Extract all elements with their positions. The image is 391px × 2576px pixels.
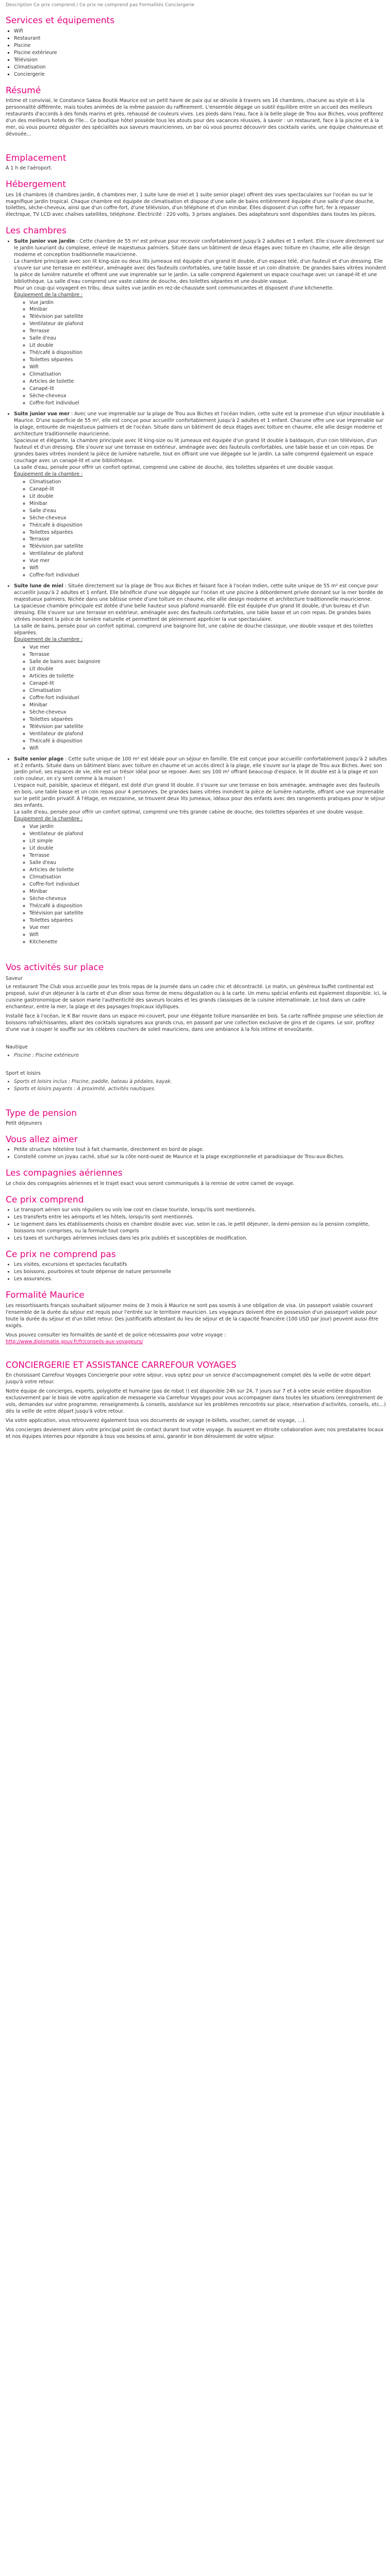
list-item: ▪ Télévision xyxy=(14,57,387,64)
list-item: • Les transferts entre les aéroports et les hôtels, lorsqu'ils sont mentionnés. xyxy=(14,1214,387,1221)
room-desc: Spacieuse et élégante, la chambre principale avec lit king-size ou lit jumeaux est équipée d'un grand lit double à baldaquin, d'un coin télévision, d'un fauteuil et d'un dressing. Elle s'ouvre sur une terrasse en extérieur, aménagée avec des fauteuils confortables, une table basse et un coin repas. De grandes baies vitrées inondent la pièce de lumière naturelle, tout en offrant une vue dégagée sur le jardin. La salle comprend également un espace couchage avec un canapé-lit et une bibliothèque. xyxy=(14,437,377,464)
list-item: ◦ Télévision par satellite xyxy=(29,544,387,550)
list-item: ◦ Vue mer xyxy=(29,558,387,565)
rooms-list xyxy=(6,239,387,946)
saveur-title: Saveur xyxy=(6,976,23,982)
list-item: • Le logement dans les établissements choisis en chambre double avec vue, selon le cas, le petit déjeuner, la demi-pension ou la pension complète, boissons non comprises, ou la formule tout compris xyxy=(14,1222,387,1235)
emplacement-title: Emplacement xyxy=(6,152,67,163)
pension-text: Petit déjeuners xyxy=(6,1121,42,1127)
list-item: ◦ Sèche-cheveux xyxy=(29,896,387,903)
list-item: ◦ Terrasse xyxy=(29,536,387,543)
list-item: ◦ Articles de toilette xyxy=(29,867,387,874)
room-desc: La salle de bains, pensée pour un confort optimal, comprend une baignoire îlot, une cabine de douche classique, une double vasque et des toilettes séparées. xyxy=(14,623,373,636)
list-item: ◦ Wifi xyxy=(29,364,387,371)
list-item: ◦ Vue jardin xyxy=(29,824,387,831)
list-item: ◦ Minibar xyxy=(29,702,387,709)
list-item: ◦ Thé/café à disposition xyxy=(29,738,387,745)
saveur-text-2: Installé face à l'océan, le K Bar rouvre dans un espace mi-couvert, pour une élégante toiture mansardée en bois. Sa carte raffinée propose une sélection de boissons rafraîchissantes, allant des cocktails signatures aux grands crus, en passant par une collection exclusive de gins et de cigares. Le soir, profitez d'une vue à couper le souffle sur les célèbres couchers de soleil mauriciens, dans une ambiance à la fois intime et envoûtante. xyxy=(6,1013,384,1032)
room-equip-list xyxy=(14,300,387,408)
list-item: ◦ Thé/café à disposition xyxy=(29,903,387,910)
list-item: ◦ Articles de toilette xyxy=(29,379,387,385)
list-item: ◦ Vue mer xyxy=(29,645,387,651)
room-desc: La salle d'eau, pensée pour offrir un confort optimal, comprend une très grande cabine de douche, des toilettes séparées et une double vasque. xyxy=(14,809,364,816)
services-list xyxy=(6,28,387,78)
list-item: • Les assurances. xyxy=(14,1276,387,1283)
list-item: ▪ Restaurant xyxy=(14,36,387,42)
list-item: ◦ Lit double xyxy=(29,494,387,500)
list-item: ▪ Piscine xyxy=(14,43,387,49)
list-item: ◦ Ventilateur de plafond xyxy=(29,551,387,557)
list-item: ◦ Lit double xyxy=(29,666,387,673)
list-item: ◦ Canapé-lit xyxy=(29,386,387,393)
list-item: ◦ Coffre-fort individuel xyxy=(29,695,387,702)
conciergerie-p1: En choisissant Carrefour Voyages Conciergerie pour votre séjour, vous optez pour un service d'accompagnement complet dès la veille de votre départ jusqu'à votre retour. xyxy=(6,1372,371,1385)
nautique-title: Nautique xyxy=(6,1044,28,1050)
room-desc: Cette chambre de 55 m² est prévue pour recevoir confortablement jusqu'à 2 adultes et 1 enfant. Elle s'ouvre directement sur le jardin luxuriant du complexe, enlevé de majestueux palmiers. Située dans un bâtiment de deux étages avec toiture en chaume, elle allie design moderne et conception traditionnelle mauricienne. xyxy=(14,238,384,258)
list-item: ▪ Conciergerie xyxy=(14,72,387,78)
list-item: ▪ Piscine extérieure xyxy=(14,50,387,57)
list-item: ◦ Vue mer xyxy=(29,925,387,931)
list-item: • Constellé comme un joyau caché, situé sur la côte nord-ouest de Maurice et la plage exceptionnelle et paradisiaque de Trou-aux-Biches. xyxy=(14,1154,387,1161)
formalite-text: Les ressortissants français souhaitant séjourner moins de 3 mois à Maurice ne sont pas soumis à une obligation de visa. Un passeport valable couvrant l'ensemble de la durée du séjour est requis pour l'entrée sur le territoire mauricien. Les voyageurs doivent être en possession d'un passeport valide pour toute la durée du séjour et d'un billet retour. Des justificatifs attestant du lieu de séjour et de la capacité financière (100 USD par jour) peuvent aussi être exigés. xyxy=(6,1302,379,1329)
prix-pas-list xyxy=(6,1262,387,1283)
room-item: • Suite lune de miel : Située directement sur la plage de Trou aux Biches et faisant face à l'océan Indien, cette suite unique de 55 m² est conçue pour accueillir jusqu'à 2 adultes et 1 enfant. Elle bénéficie d'une vue dégagée sur l'océan et une piscine à débordement privée donnant sur la mer bordée de majestueux palmiers. Nichée dans une bâtisse ornée d'une toiture en chaume, elle allie design moderne et architecture traditionnelle mauricienne. La spacieuse chambre principale est dotée d'une belle hauteur sous plafond mansardé. Elle est équipée d'un grand lit double, d'un bureau et d'un dressing. Elle s'ouvre sur une terrasse en extérieur, aménagée avec des fauteuils confortables, une table basse et un coin repas. De grandes baies vitrées inondent la pièce de lumière naturelle et permettent de pleinement apprécier la vue spectaculaire. La salle de bains, pensée pour un confort optimal, comprend une baignoire îlot, une cabine de douche classique, une double vasque et des toilettes séparées. Équipement de la chambre : ◦ Vue mer ◦ Terrasse ◦ Salle de bains avec baignoire ◦ Lit double ◦ Articles de toilette ◦ Canapé-lit ◦ Climatisation ◦ Coffre-fort individuel ◦ Minibar ◦ Sèche-cheveux ◦ Toilettes séparées ◦ Télévision par satellite ◦ Ventilateur de plafond ◦ Thé/café à disposition ◦ Wifi xyxy=(14,583,387,752)
list-item: ◦ Thé/café à disposition xyxy=(29,350,387,357)
list-item: ◦ Climatisation xyxy=(29,371,387,378)
room-desc: La spacieuse chambre principale est dotée d'une belle hauteur sous plafond mansardé. Elle est équipée d'un grand lit double, d'un bureau et d'un dressing. Elle s'ouvre sur une terrasse en extérieur, aménagée avec des fauteuils confortables, une table basse et un coin repas. De grandes baies vitrées inondent la pièce de lumière naturelle et permettent de pleinement apprécier la vue spectaculaire. xyxy=(14,603,371,623)
room-desc: Pour un coup qui voyagent en tribu, deux suites vue jardin en rez-de-chaussée sont communicantes et disposent d'une kitchenette. xyxy=(14,285,334,291)
formalite-text-2: Vous pouvez consulter les formalités de santé et de police nécessaires pour votre voyage : xyxy=(6,1332,226,1338)
room-equip-list xyxy=(14,479,387,580)
compagnies-text: Le choix des compagnies aériennes et le trajet exact vous seront communiqués à la remise de votre carnet de voyage. xyxy=(6,1180,295,1187)
list-item: ▪ Climatisation xyxy=(14,64,387,71)
room-equip-label: Équipement de la chambre : xyxy=(14,816,83,822)
list-item: • Sports et loisirs inclus : Piscine, paddle, bateau à pédales, kayak. xyxy=(14,1079,387,1086)
list-item: ◦ Lit simple xyxy=(29,838,387,845)
list-item: ◦ Articles de toilette xyxy=(29,673,387,680)
breadcrumb: Description Ce prix comprend / Ce prix ne comprend pas Formalités Conciergerie xyxy=(6,3,194,8)
list-item: ▪ Wifi xyxy=(14,28,387,35)
list-item: ◦ Wifi xyxy=(29,932,387,939)
list-item: ◦ Ventilateur de plafond xyxy=(29,831,387,838)
activites-title: Vos activités sur place xyxy=(6,962,104,973)
room-equip-list xyxy=(14,824,387,945)
list-item: ◦ Coffre-fort individuel xyxy=(29,400,387,407)
sport-list xyxy=(6,1079,387,1093)
list-item: ◦ Télévision par satellite xyxy=(29,910,387,917)
list-item: • Les boissons, pourboires et toute dépense de nature personnelle xyxy=(14,1269,387,1276)
prix-pas-title: Ce prix ne comprend pas xyxy=(6,1249,116,1260)
list-item: ◦ Coffre-fort individuel xyxy=(29,882,387,888)
list-item: • Piscine : Piscine extérieure xyxy=(14,1053,387,1059)
list-item: • Petite structure hôtelière tout à fait charmante, directement en bord de plage. xyxy=(14,1147,387,1154)
list-item: ◦ Terrasse xyxy=(29,652,387,658)
prix-comprend-list xyxy=(6,1207,387,1242)
list-item: ◦ Télévision par satellite xyxy=(29,724,387,731)
room-name: Suite junior vue mer xyxy=(14,411,70,417)
list-item: ◦ Ventilateur de plafond xyxy=(29,731,387,738)
aimerez-title: Vous allez aimer xyxy=(6,1134,78,1145)
room-desc: Cette suite unique de 100 m² est idéale pour un séjour en famille. Elle est conçue pour accueillir confortablement jusqu'à 2 adultes et 2 enfants. Située dans un bâtiment blanc avec toiture en chaume et un accès direct à la plage, elle s'ouvre sur la plage de Trou aux Biches. Avec son jardin privé, ses espaces de vie, elle est un trésor idéal pour se reposer. Avec ses 100 m² offrant beaucoup d'espace, le lit double est à la plage et son coin couleur, on s'y sent comme à la maison ! xyxy=(14,756,387,782)
hebergement-title: Hébergement xyxy=(6,179,66,190)
pension-title: Type de pension xyxy=(6,1108,77,1118)
list-item: ◦ Sèche-cheveux xyxy=(29,709,387,716)
list-item: ◦ Minibar xyxy=(29,501,387,507)
list-item: • Les taxes et surcharges aériennes incluses dans les prix publiés et susceptibles de modification. xyxy=(14,1235,387,1242)
list-item: ◦ Canapé-lit xyxy=(29,486,387,493)
list-item: ◦ Toilettes séparées xyxy=(29,717,387,723)
list-item: ◦ Télévision par satellite xyxy=(29,314,387,320)
list-item: ◦ Kitchenette xyxy=(29,939,387,946)
list-item: ◦ Ventilateur de plafond xyxy=(29,321,387,328)
list-item: ◦ Coffre-fort individuel xyxy=(29,572,387,579)
list-item: ◦ Canapé-lit xyxy=(29,681,387,687)
list-item: ◦ Salle de bains avec baignoire xyxy=(29,659,387,666)
list-item: ◦ Minibar xyxy=(29,889,387,895)
list-item: ◦ Toilettes séparées xyxy=(29,918,387,924)
room-item: • Suite senior plage : Cette suite unique de 100 m² est idéale pour un séjour en famille. Elle est conçue pour accueillir confortablement jusqu'à 2 adultes et 2 enfants. Située dans un bâtiment blanc avec toiture en chaume et un accès direct à la plage, elle s'ouvre sur la plage de Trou aux Biches. Avec son jardin privé, ses espaces de vie, elle est un trésor idéal pour se reposer. Avec ses 100 m² offrant beaucoup d'espace, le lit double est à la plage et son coin couleur, on s'y sent comme à la maison ! L'espace nuit, paisible, spacieux et élégant, est doté d'un grand lit double. Il s'ouvre sur une terrasse en bois aménagée, aménagée avec des fauteuils en bois, une table basse et un coin repas pour 4 personnes. De grandes baies vitrées inondent la pièce de lumière naturelle, offrant une vue imprenable sur le petit jardin privatif. À l'étage, en mezzanine, se trouvent deux lits jumeaux, idéaux pour des enfants avec des rangements pratiques pour le séjour des enfants. La salle d'eau, pensée pour offrir un confort optimal, comprend une très grande cabine de douche, des toilettes séparées et une double vasque. Équipement de la chambre : ◦ Vue jardin ◦ Ventilateur de plafond ◦ Lit simple ◦ Lit double ◦ Terrasse ◦ Salle d'eau ◦ Articles de toilette ◦ Climatisation ◦ Coffre-fort individuel ◦ Minibar ◦ Sèche-cheveux ◦ Thé/café à disposition ◦ Télévision par satellite ◦ Toilettes séparées ◦ Vue mer ◦ Wifi ◦ Kitchenette xyxy=(14,756,387,946)
conciergerie-p2: Notre équipe de concierges, experts, polyglotte et humaine (pas de robot !) est disponible 24h sur 24, 7 jours sur 7 et à votre seule entière disposition exclusivement par le biais de votre application de messagerie via Carrefour Voyages pour vous accompagner dans toutes les situations (enregistrement de vols, demandes sur votre programme, renseignements & conseils, assistance sur les problèmes rencontrés sur place, réservation d'activités, conseils, etc...) dès la veille de votre départ jusqu'à votre retour. xyxy=(6,1388,386,1415)
list-item: ◦ Lit double xyxy=(29,845,387,852)
sport-title: Sport et loisirs xyxy=(6,1070,41,1076)
list-item: ◦ Sèche-cheveux xyxy=(29,393,387,400)
conciergerie-p3: Via votre application, vous retrouverez également tous vos documents de voyage (e-billets, voucher, carnet de voyage, ...). xyxy=(6,1418,306,1424)
resume-text: Intime et convivial, le Constance Sakoa Boutik Maurice est un petit havre de paix qui se dévoile à travers ses 16 chambres, chacune au style et à la personnalité différente, mais toutes animées de la même passion du raffinement. L'ensemble dégage un subtil équilibre entre un accueil des meilleurs restaurants d'accords à des fonds marins et grès, rehaussé de couleurs vives. Les pieds dans l'eau, face à la belle plage de Trou aux Biches, vous profiterez d'un des meilleurs hotels de l'île... Ce boutique hôtel possède tous les atouts pour des vacances réussies, à savoir : un restaurant, face à la piscine et à la mer, où vous pourrez déguster des spécialités aux saveurs mauriciennes, un bar où vous pourrez découvrir des cocktails variés, une équipe chaleureuse et dévouée... xyxy=(6,97,383,137)
conciergerie-p4: Vos concierges deviennent alors votre principal point de contact durant tout votre voyage. Ils assurent en étroite collaboration avec nos prestataires locaux et nos équipes internes pour répondre à tous vos besoins et ainsi, garantir le bon déroulement de votre séjour. xyxy=(6,1427,384,1440)
list-item: ◦ Salle d'eau xyxy=(29,335,387,342)
room-desc: Située directement sur la plage de Trou aux Biches et faisant face à l'océan Indien, cette suite unique de 55 m² est conçue pour accueillir jusqu'à 2 adultes et 1 enfant. Elle bénéficie d'une vue dégagée sur l'océan et une piscine à débordement privée donnant sur la mer bordée de majestueux palmiers. Nichée dans une bâtisse ornée d'une toiture en chaume, elle allie design moderne et architecture traditionnelle mauricienne. xyxy=(14,583,383,603)
list-item: ◦ Minibar xyxy=(29,307,387,313)
room-name: Suite senior plage xyxy=(14,756,64,762)
resume-title: Résumé xyxy=(6,85,41,96)
room-item: • Suite junior vue jardin : Cette chambre de 55 m² est prévue pour recevoir confortablement jusqu'à 2 adultes et 1 enfant. Elle s'ouvre directement sur le jardin luxuriant du complexe, enlevé de majestueux palmiers. Située dans un bâtiment de deux étages avec toiture en chaume, elle allie design moderne et conception traditionnelle mauricienne. La chambre principale avec son lit king-size ou deux lits jumeaux est équipée d'un grand lit double, d'un espace télé, d'un fauteuil et d'un dressing. Elle s'ouvre sur une terrasse en extérieur, aménagée avec des fauteuils confortables, une table basse et un coin dînatoire. De grandes baies vitrées inondent la pièce de lumière naturelle et offrent une vue imprenable sur le jardin. La salle comprend également un espace couchage avec un canapé-lit et une bibliothèque. La salle d'eau comprend une vaste cabine de douche, des toilettes séparées et une double vasque. Pour un coup qui voyagent en tribu, deux suites vue jardin en rez-de-chaussée sont communicantes et disposent d'une kitchenette. Équipement de la chambre : ◦ Vue jardin ◦ Minibar ◦ Télévision par satellite ◦ Ventilateur de plafond ◦ Terrasse ◦ Salle d'eau ◦ Lit double ◦ Thé/café à disposition ◦ Toilettes séparées ◦ Wifi ◦ Climatisation ◦ Articles de toilette ◦ Canapé-lit ◦ Sèche-cheveux ◦ Coffre-fort individuel xyxy=(14,239,387,407)
room-item: • Suite junior vue mer : Avec une vue imprenable sur la plage de Trou aux Biches et l'océan Indien, cette suite est la promesse d'un séjour inoubliable à Maurice. D'une superficie de 55 m², elle est conçue pour accueillir confortablement jusqu'à 2 adultes et 1 enfant. Chacune offre une vue imprenable sur la plage, entourée de majestueux palmiers et de l'océan. Située dans un bâtiment de deux étages avec toiture en chaume, elle allie design moderne et architecture traditionnelle mauricienne. Spacieuse et élégante, la chambre principale avec lit king-size ou lit jumeaux est équipée d'un grand lit double à baldaquin, d'un coin télévision, d'un fauteuil et d'un dressing. Elle s'ouvre sur une terrasse en extérieur, aménagée avec des fauteuils confortables, une table basse et un coin repas. De grandes baies vitrées inondent la pièce de lumière naturelle, tout en offrant une vue dégagée sur le jardin. La salle comprend également un espace couchage avec un canapé-lit et une bibliothèque. La salle d'eau, pensée pour offrir un confort optimal, comprend une cabine de douche, des toilettes séparées et une double vasque. Équipement de la chambre : ◦ Climatisation ◦ Canapé-lit ◦ Lit double ◦ Minibar ◦ Salle d'eau ◦ Sèche-cheveux ◦ Thé/café à disposition ◦ Toilettes séparées ◦ Terrasse ◦ Télévision par satellite ◦ Ventilateur de plafond ◦ Vue mer ◦ Wifi ◦ Coffre-fort individuel xyxy=(14,411,387,579)
saveur-text: Le restaurant The Club vous accueille pour les trois repas de la journée dans un cadre chic et décontracté. Le matin, un généreux buffet continental est proposé, suivi d'un déjeuner à la carte et d'un dîner sous forme de menu dégustation ou à la carte. Un menu spécial enfants est également disponible. Ici, la cuisine gastronomique de saison marie l'authenticité des saveurs locales et les grands classiques de la cuisine internationale. Le tout dans un cadre enchanteur, entre la mer, la plage et des paysages tropicaux idylliques. xyxy=(6,984,387,1010)
prix-comprend-title: Ce prix comprend xyxy=(6,1194,84,1205)
list-item: ◦ Terrasse xyxy=(29,853,387,859)
room-equip-label: Équipement de la chambre : xyxy=(14,292,83,298)
room-equip-label: Équipement de la chambre : xyxy=(14,637,83,643)
room-desc: Avec une vue imprenable sur la plage de Trou aux Biches et l'océan Indien, cette suite est la promesse d'un séjour inoubliable à Maurice. D'une superficie de 55 m², elle est conçue pour accueillir confortablement jusqu'à 2 adultes et 1 enfant. Chacune offre une vue imprenable sur la plage, entourée de majestueux palmiers et de l'océan. Située dans un bâtiment de deux étages avec toiture en chaume, elle allie design moderne et architecture traditionnelle mauricienne. xyxy=(14,411,385,437)
formalite-link[interactable]: http://www.diplomatie.gouv.fr/fr/conseils-aux-voyageurs/ xyxy=(6,1338,143,1345)
chambres-title: Les chambres xyxy=(6,226,67,236)
room-desc: La salle d'eau, pensée pour offrir un confort optimal, comprend une cabine de douche, des toilettes séparées et une double vasque. xyxy=(14,464,335,470)
list-item: ◦ Toilettes séparées xyxy=(29,530,387,536)
nautique-list xyxy=(6,1053,387,1059)
list-item: ◦ Toilettes séparées xyxy=(29,357,387,364)
list-item: ◦ Climatisation xyxy=(29,688,387,694)
room-name: Suite junior vue jardin xyxy=(14,238,75,244)
room-desc: La chambre principale avec son lit king-size ou deux lits jumeaux est équipée d'un grand lit double, d'un espace télé, d'un fauteuil et d'un dressing. Elle s'ouvre sur une terrasse en extérieur, aménagée avec des fauteuils confortables, une table basse et un coin dînatoire. De grandes baies vitrées inondent la pièce de lumière naturelle et offrent une vue imprenable sur le jardin. La salle comprend également un espace couchage avec un canapé-lit et une bibliothèque. La salle d'eau comprend une vaste cabine de douche, des toilettes séparées et une double vasque. xyxy=(14,258,386,284)
list-item: ◦ Lit double xyxy=(29,343,387,349)
list-item: ◦ Climatisation xyxy=(29,874,387,881)
list-item: ◦ Terrasse xyxy=(29,328,387,335)
conciergerie-title: CONCIERGERIE ET ASSISTANCE CARREFOUR VOYAGES xyxy=(6,1360,237,1370)
aimerez-list xyxy=(6,1147,387,1161)
room-equip-label: Équipement de la chambre : xyxy=(14,471,83,477)
room-equip-list xyxy=(14,645,387,752)
list-item: ◦ Salle d'eau xyxy=(29,860,387,867)
compagnies-title: Les compagnies aériennes xyxy=(6,1168,123,1179)
list-item: ◦ Sèche-cheveux xyxy=(29,515,387,522)
room-desc: L'espace nuit, paisible, spacieux et élégant, est doté d'un grand lit double. Il s'ouvre sur une terrasse en bois aménagée, aménagée avec des fauteuils en bois, une table basse et un coin repas pour 4 personnes. De grandes baies vitrées inondent la pièce de lumière naturelle, offrant une vue imprenable sur le petit jardin privatif. À l'étage, en mezzanine, se trouvent deux lits jumeaux, idéaux pour des enfants avec des rangements pratiques pour le séjour des enfants. xyxy=(14,783,385,809)
formalite-title: Formalité Maurice xyxy=(6,1290,85,1301)
list-item: ◦ Wifi xyxy=(29,565,387,572)
room-name: Suite lune de miel xyxy=(14,583,63,589)
list-item: • Les visites, excursions et spectacles facultatifs xyxy=(14,1262,387,1268)
list-item: • Le transport aérien sur vols réguliers ou vols low cost en classe touriste, lorsqu'ils sont mentionnés. xyxy=(14,1207,387,1214)
list-item: ◦ Climatisation xyxy=(29,479,387,486)
services-title: Services et équipements xyxy=(6,15,115,26)
list-item: • Sports et loisirs payants : À proximité, activités nautiques. xyxy=(14,1086,387,1093)
list-item: ◦ Wifi xyxy=(29,745,387,752)
emplacement-text: À 1 h de l'aéroport. xyxy=(6,165,53,172)
list-item: ◦ Salle d'eau xyxy=(29,508,387,515)
list-item: ◦ Vue jardin xyxy=(29,300,387,307)
list-item: ◦ Thé/café à disposition xyxy=(29,522,387,529)
hebergement-text: Les 16 chambres (8 chambres jardin, 6 chambres mer, 1 suite lune de miel et 1 suite senior plage) offrent des vues spectaculaires sur l'océan ou sur le magnifique jardin tropical. Chaque chambre est équipée de climatisation et dispose d'une salle de bains entièrement équipée d'une salle d'une douche, toilettes, sèche-cheveux, ainsi que d'un coffre-fort, d'une télévision, d'un téléphone et d'un minibar. Elles disposent d'un coffre fort, fer à repasser électrique, TV LCD avec chaînes satellites, téléphone. Électricité : 220 volts, 3 prises anglaises. Des adaptateurs sont disponibles dans toutes les pièces. xyxy=(6,192,377,218)
